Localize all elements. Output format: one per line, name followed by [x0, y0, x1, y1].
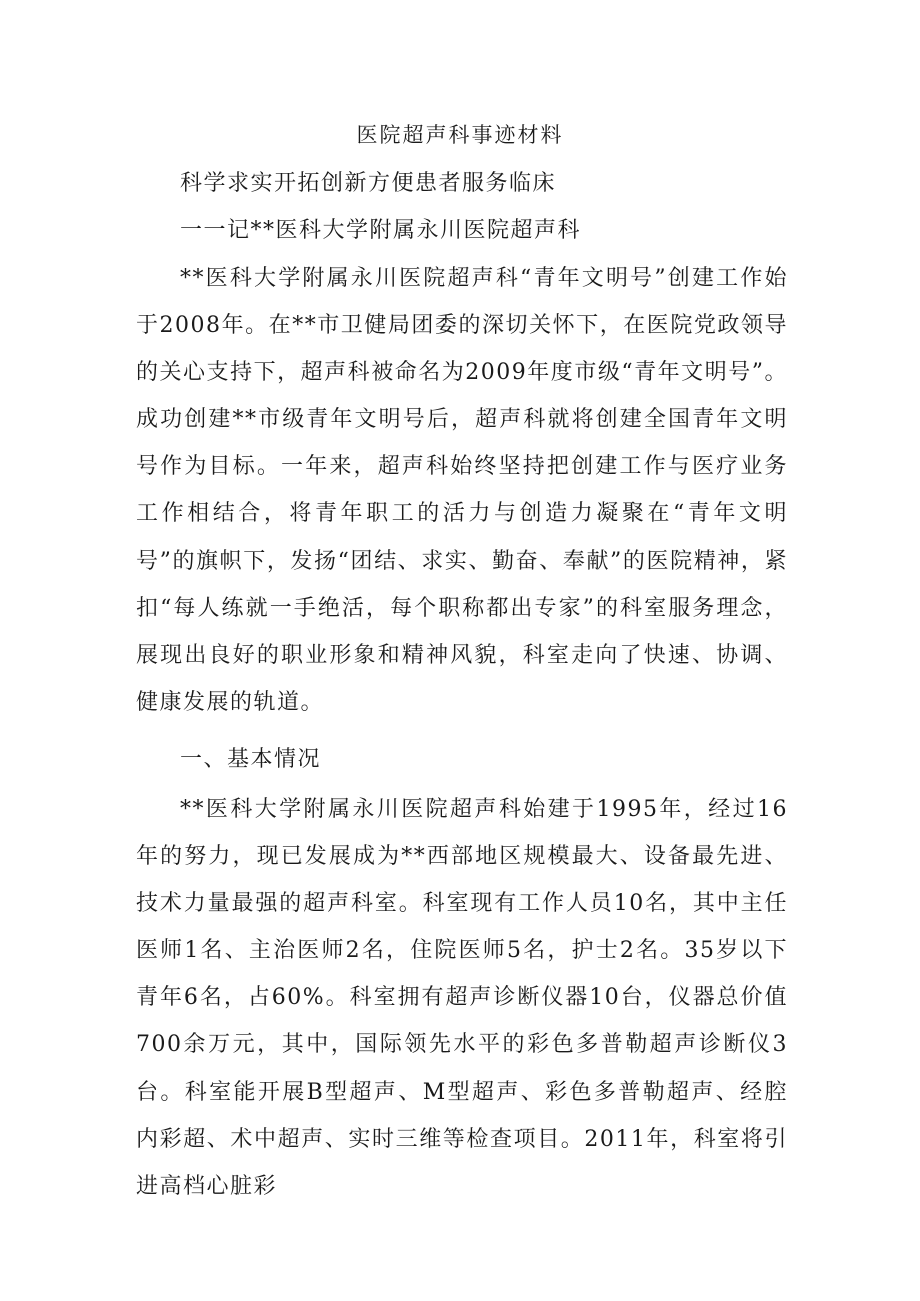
- document-title: 医院超声科事迹材料: [356, 123, 564, 147]
- section-heading-basic-info: 一、基本情况: [180, 747, 322, 772]
- document-byline: 一一记**医科大学附属永川医院超声科: [180, 218, 582, 243]
- document-subtitle: 科学求实开拓创新方便患者服务临床: [180, 171, 557, 196]
- body-paragraph-intro: **医科大学附属永川医院超声科“青年文明号”创建工作始于2008年。在**市卫健局团委的深切关怀下，在医院党政领导的关心支持下，超声科被命名为2009年度市级“青年文明号”。成功创建**市级青年文明号后，超声科就将创建全国青年文明号作为目标。一年来，超声科始终坚持把创建工作与医疗业务工作相结合，将青年职工的活力与创造力凝聚在“青年文明号”的旗帜下，发扬“团结、求实、勤奋、奉献”的医院精神，紧扣“每人练就一手绝活，每个职称都出专家”的科室服务理念，展现出良好的职业形象和精神风貌，科室走向了快速、协调、健康发展的轨道。: [136, 266, 788, 715]
- body-paragraph-basic-info: **医科大学附属永川医院超声科始建于1995年，经过16年的努力，现已发展成为**西部地区规模最大、设备最先进、技术力量最强的超声科室。科室现有工作人员10名，其中主任医师1名、主治医师2名，住院医师5名，护士2名。35岁以下青年6名，占60%。科室拥有超声诊断仪器10台，仪器总价值700余万元，其中，国际领先水平的彩色多普勒超声诊断仪3台。科室能开展B型超声、M型超声、彩色多普勒超声、经腔内彩超、术中超声、实时三维等检查项目。2011年，科室将引进高档心脏彩: [136, 797, 788, 1199]
